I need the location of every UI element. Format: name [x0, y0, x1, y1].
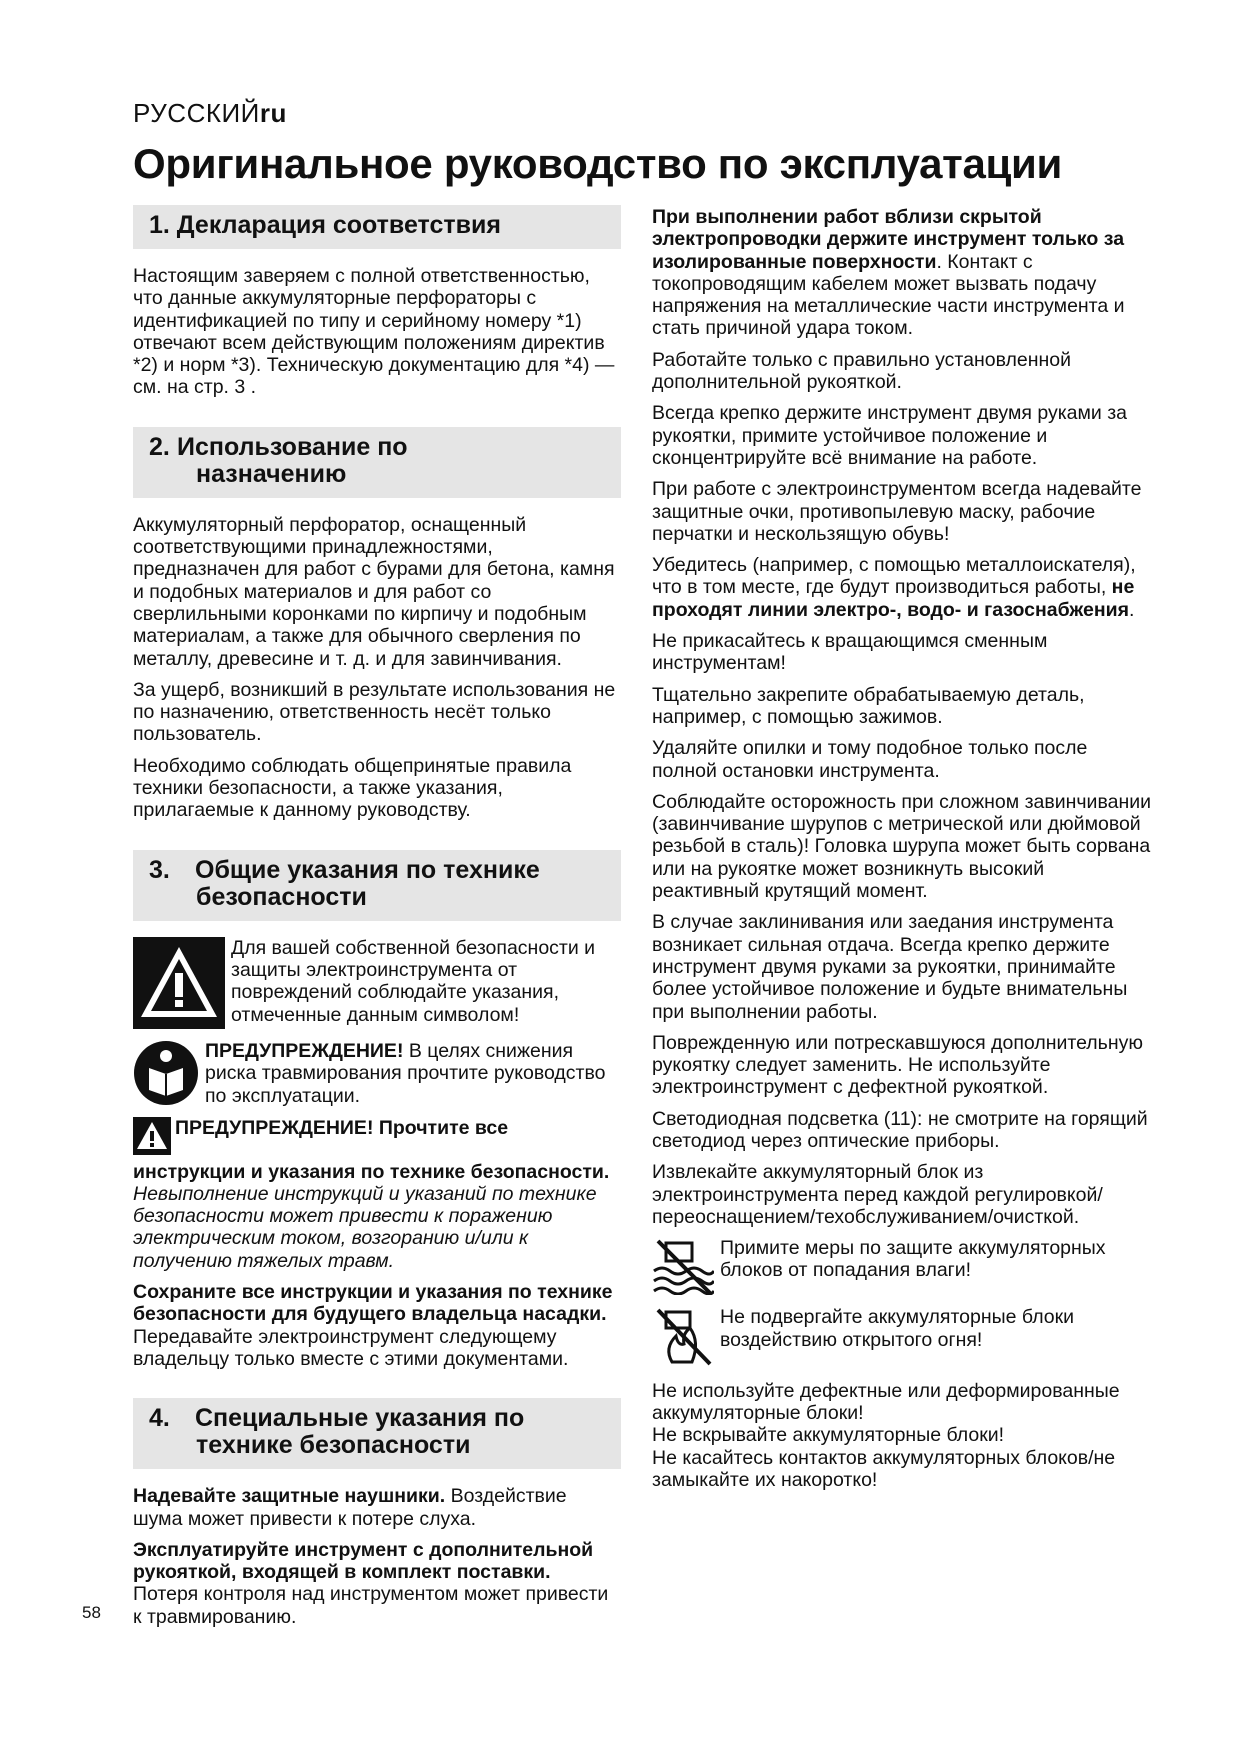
right-para-10: В случае заклинивания или заедания инструмента возникает сильная отдача. Всегда крепко держите инструмент двумя руками за рукоятки, принимайте более устойчивое положение и будьте внимательны при выполнении работы.: [652, 911, 1128, 1023]
right-para-12: Светодиодная подсветка (11): не смотрите на горящий светодиод через оптические приборы.: [652, 1107, 1148, 1152]
ear-protection-text: Воздействие шума может привести к потере слуха.: [133, 1485, 567, 1530]
right-para-5-bold: не проходят линии электро-, водо- и газоснабжения: [652, 576, 1135, 621]
ear-protection: [133, 1485, 621, 1530]
right-para-11: Поврежденную или потрескавшуюся дополнительную рукоятку следует заменить. Не используйте электроинструмент с дефектной рукояткой.: [652, 1031, 1143, 1099]
section-4-title-line1: Специальные указания по: [195, 1404, 525, 1433]
no-fire-icon: [652, 1306, 714, 1373]
right-para-7: Тщательно закрепите обрабатываемую деталь, например, с помощью зажимов.: [652, 683, 1085, 728]
page-title: Оригинальное руководство по эксплуатации: [133, 140, 1063, 187]
read-manual-icon: [133, 1040, 199, 1111]
right-para-6: Не прикасайтесь к вращающимся сменным инструментам!: [652, 630, 1048, 675]
no-moisture-text: Примите меры по защите аккумуляторных блоков от попадания влаги!: [720, 1237, 1106, 1282]
safety-symbol-note: [133, 937, 621, 1034]
hidden-wiring: [652, 206, 1152, 340]
left-column: [133, 205, 621, 1637]
rules-text: Необходимо соблюдать общепринятые правила техники безопасности, а также указания, прилагаемые к данному руководству.: [133, 754, 572, 822]
section-3-title-line1: Общие указания по технике: [195, 855, 540, 884]
keep-instructions: [133, 1281, 621, 1370]
declaration-text: Настоящим заверяем с полной ответственностью, что данные аккумуляторные перфораторы с идентификацией по типу и серийному номеру *1) отвечают всем действующим положениям директив *2) и норм *3). Техническую документацию для *4) — см. на стр. 3 .: [133, 265, 615, 399]
language-label: [133, 98, 287, 129]
battery-rules: [652, 1380, 1152, 1491]
general-warning: [133, 1117, 621, 1272]
right-para-5-end: .: [1129, 598, 1135, 621]
keep-instructions-text: Передавайте электроинструмент следующему владельцу только вместе с этими документами.: [133, 1325, 569, 1370]
aux-handle: [133, 1539, 621, 1628]
page-number: 58: [82, 1603, 101, 1622]
section-1-title: 1. Декларация соответствия: [149, 211, 501, 239]
section-3-title-line2: безопасности: [196, 882, 367, 911]
keep-instructions-bold: Сохраните все инструкции и указания по технике безопасности для будущего владельца насадки.: [133, 1281, 613, 1326]
right-para-4: При работе с электроинструментом всегда надевайте защитные очки, противопылевую маску, рабочие перчатки и нескользящую обувь!: [652, 478, 1142, 545]
safety-symbol-text: Для вашей собственной безопасности и защиты электроинструмента от повреждений соблюдайте указания, отмеченные данным символом!: [231, 936, 596, 1026]
aux-handle-bold: Эксплуатируйте инструмент с дополнительной рукояткой, входящей в комплект поставки.: [133, 1538, 594, 1584]
no-fire-note: [652, 1306, 1152, 1373]
read-manual-text: В целях снижения риска травмирования прочтите руководство по эксплуатации.: [205, 1039, 606, 1107]
section-4-heading: [133, 1398, 621, 1469]
section-2-title-line2: назначению: [196, 459, 347, 488]
right-para-5: [652, 554, 1152, 621]
right-column: [652, 206, 1152, 1500]
battery-rule-1: Не используйте дефектные или деформированные аккумуляторные блоки!: [652, 1379, 1120, 1425]
no-water-icon: [652, 1237, 714, 1300]
right-para-5-text: Убедитесь (например, с помощью металлоискателя), что в том месте, где будут производиться работы,: [652, 554, 1136, 599]
read-manual-note: [133, 1040, 621, 1111]
warning-small-icon: [133, 1117, 171, 1160]
ear-protection-bold: Надевайте защитные наушники.: [133, 1485, 446, 1508]
right-para-3: Всегда крепко держите инструмент двумя руками за рукоятки, примите устойчивое положение и сконцентрируйте всё внимание на работе.: [652, 402, 1128, 469]
intended-use-text: Аккумуляторный перфоратор, оснащенный соответствующими принадлежностями, предназначен для работ с бурами для бетона, камня и подобных материалов и для работ со сверлильными коронками по кирпичу и подобным материалам, а также для обычного сверления по металлу, древесине и т. д. и для завинчивания.: [133, 513, 615, 670]
right-para-2: Работайте только с правильно установленной дополнительной рукояткой.: [652, 348, 1071, 394]
section-2-title-line1: Использование по: [177, 432, 408, 461]
warning-label-1: ПРЕДУПРЕЖДЕНИЕ!: [205, 1039, 404, 1062]
battery-rule-2: Не вскрывайте аккумуляторные блоки!: [652, 1424, 1005, 1447]
section-4-number: 4.: [149, 1404, 170, 1433]
aux-handle-text: Потеря контроля над инструментом может привести к травмированию.: [133, 1583, 609, 1628]
hidden-wiring-dot: .: [936, 250, 942, 273]
language-code: ru: [259, 98, 287, 128]
section-3-number: 3.: [149, 855, 170, 884]
right-para-8: Удаляйте опилки и тому подобное только после полной остановки инструмента.: [652, 737, 1088, 782]
no-fire-text: Не подвергайте аккумуляторные блоки воздействию открытого огня!: [720, 1306, 1075, 1351]
right-para-9: Соблюдайте осторожность при сложном завинчивании (завинчивание шурупов с метрической или дюймовой резьбой в сталь)! Головка шурупа может быть сорвана или на рукоятке может возникнуть высокий реактивный крутящий момент.: [652, 790, 1151, 903]
no-moisture-note: [652, 1237, 1152, 1300]
right-para-13: Извлекайте аккумуляторный блок из электроинструмента перед каждой регулировкой/переоснащением/техобслуживанием/очисткой.: [652, 1161, 1103, 1228]
section-2-number: 2.: [149, 432, 170, 461]
language-word: РУССКИЙ: [133, 98, 260, 128]
general-warning-bold: ПРЕДУПРЕЖДЕНИЕ! Прочтите все инструкции и указания по технике безопасности.: [133, 1117, 610, 1183]
battery-rule-3: Не касайтесь контактов аккумуляторных блоков/не замыкайте их накоротко!: [652, 1446, 1116, 1491]
general-warning-italic: Невыполнение инструкций и указаний по технике безопасности может привести к поражению электрическим током, возгоранию и/или к получению тяжелых травм.: [133, 1182, 597, 1272]
liability-text: За ущерб, возникший в результате использования не по назначению, ответственность несёт только пользователь.: [133, 678, 616, 746]
section-1-heading: [133, 205, 621, 249]
hidden-wiring-text: Контакт с токопроводящим кабелем может вызвать подачу напряжения на металлические части инструмента и стать причиной удара током.: [652, 250, 1125, 340]
warning-triangle-icon: [133, 937, 225, 1034]
section-2-heading: [133, 427, 621, 498]
section-3-heading: [133, 850, 621, 921]
section-4-title-line2: технике безопасности: [196, 1431, 471, 1460]
hidden-wiring-bold: При выполнении работ вблизи скрытой электропроводки держите инструмент только за изолированные поверхности: [652, 206, 1125, 273]
